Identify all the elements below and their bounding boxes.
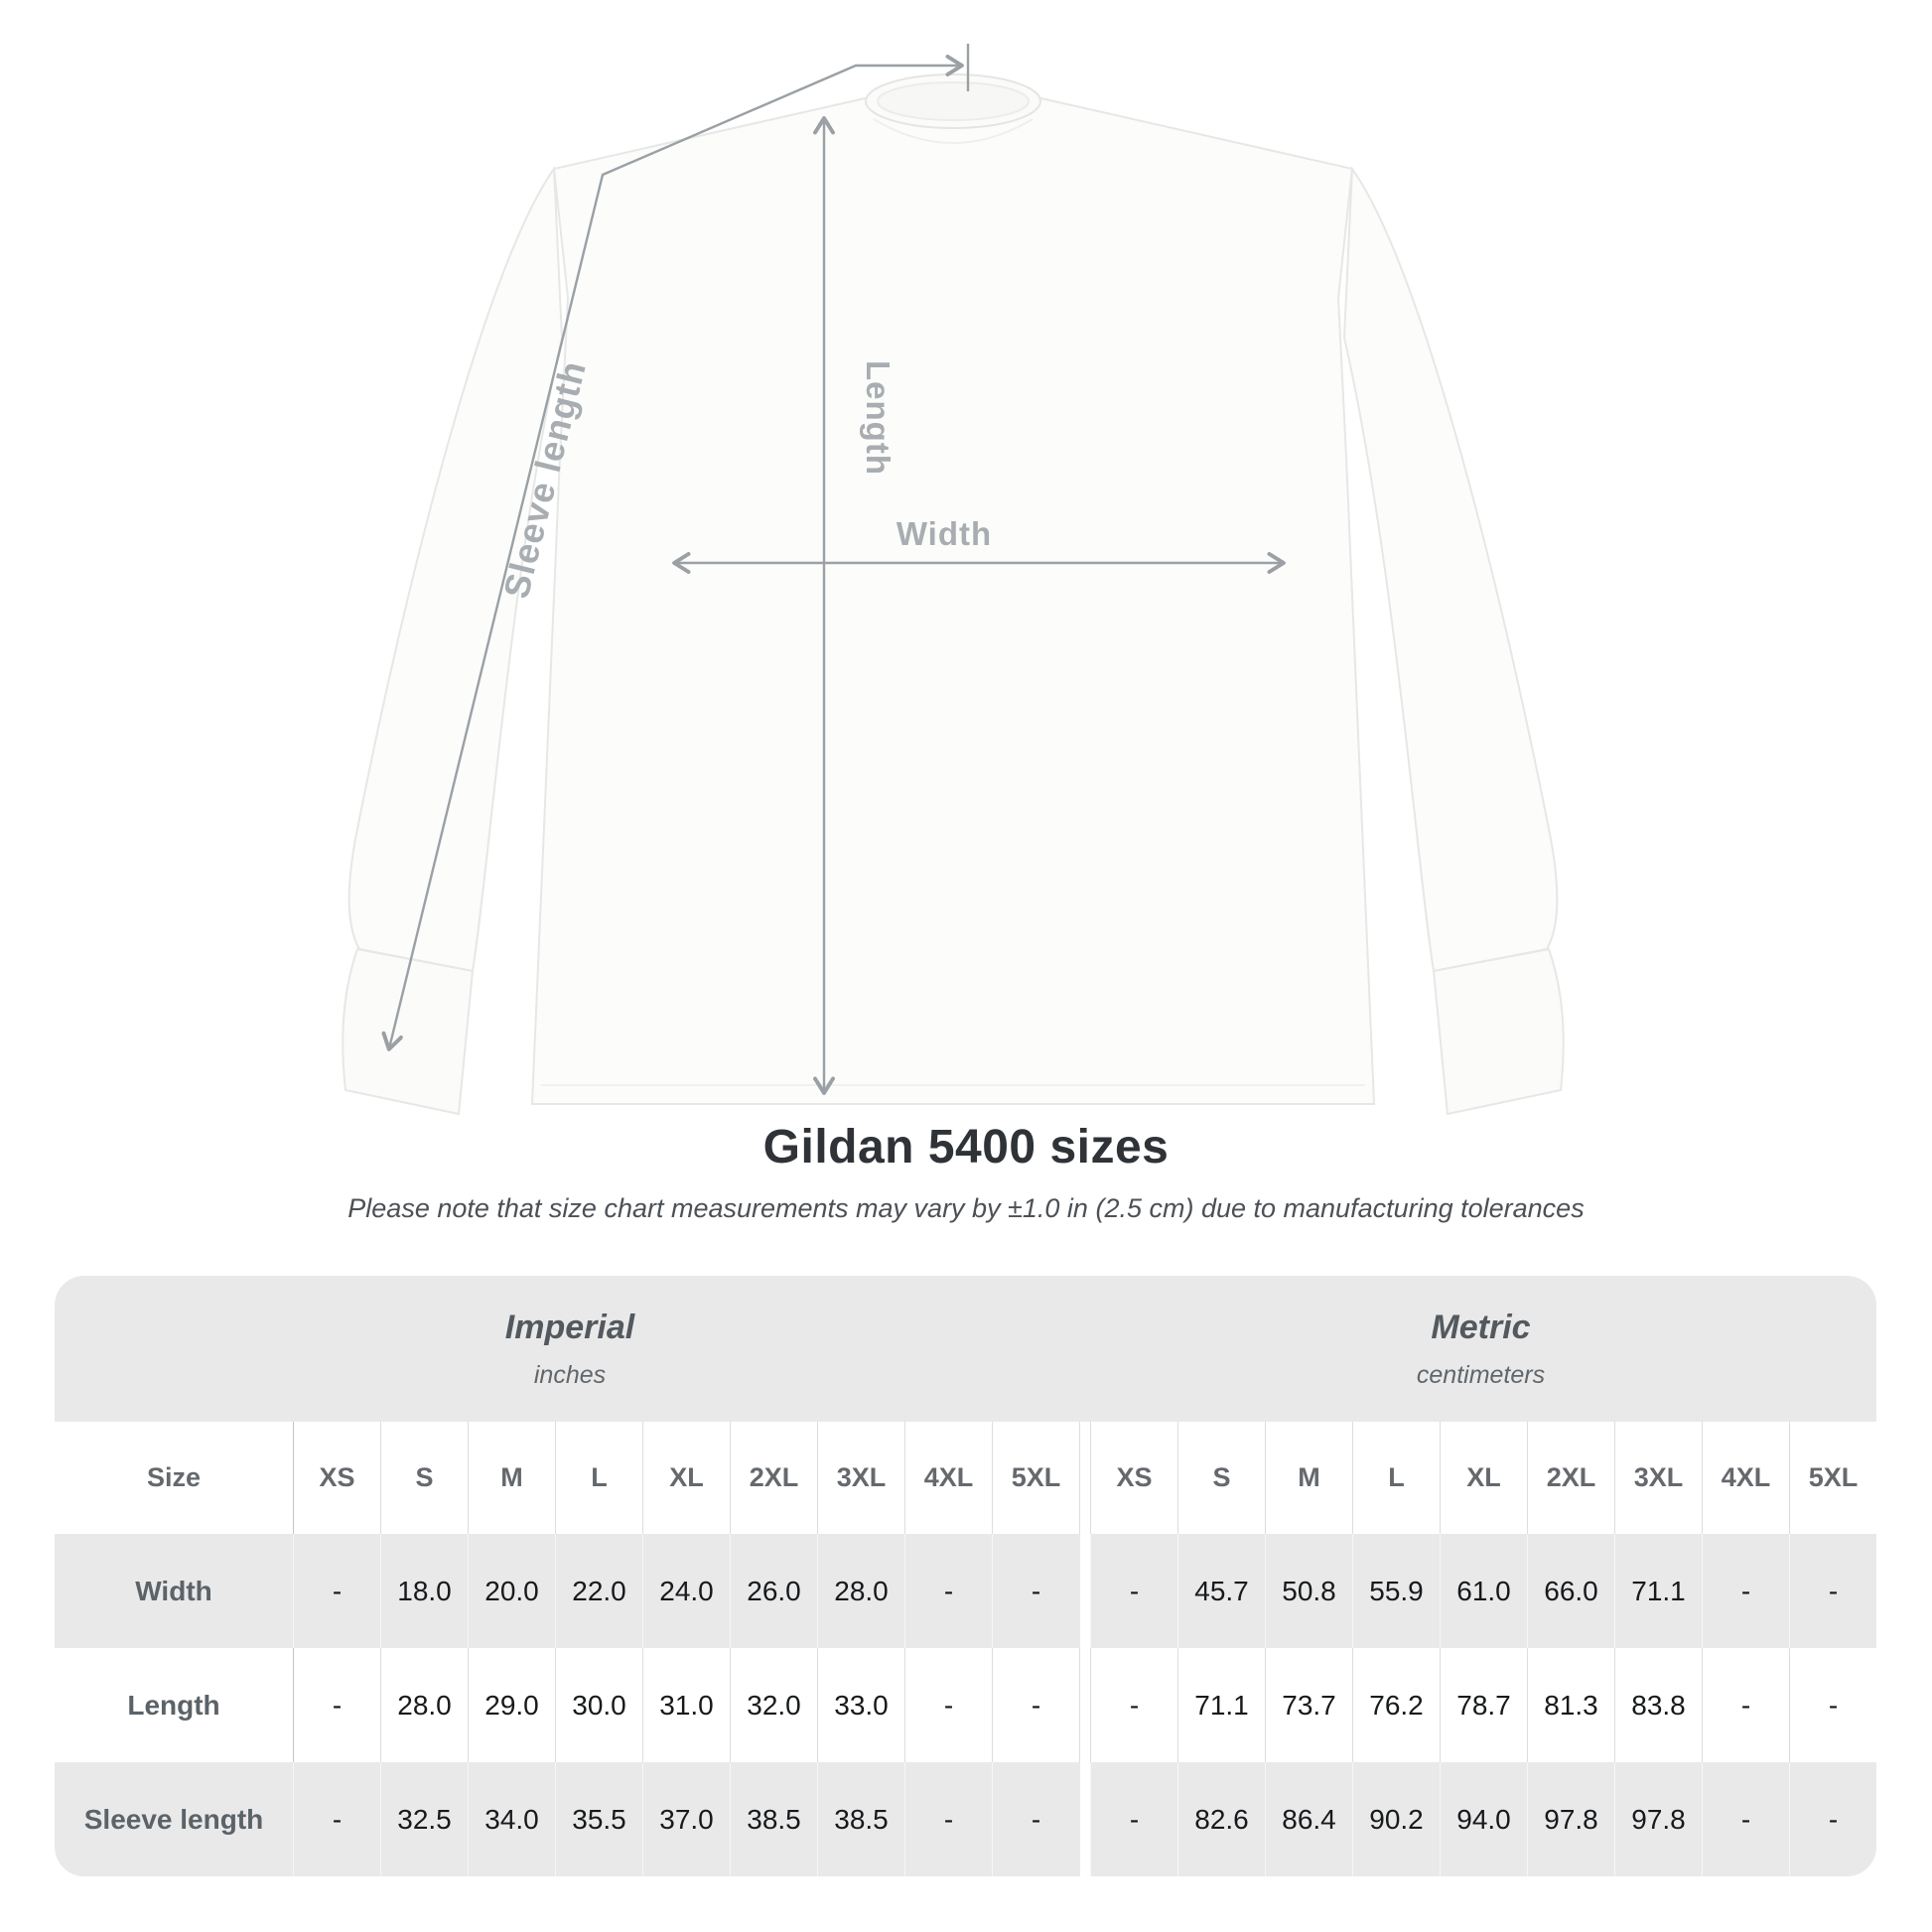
imperial-value: 30.0 <box>555 1648 642 1762</box>
metric-value: 76.2 <box>1352 1648 1440 1762</box>
imperial-value: 29.0 <box>468 1648 555 1762</box>
size-header-metric: S <box>1177 1422 1265 1534</box>
imperial-value: - <box>904 1762 992 1876</box>
size-header-imperial: S <box>380 1422 468 1534</box>
size-header-row <box>55 1422 1876 1534</box>
table-row <box>55 1762 1876 1876</box>
metric-value: - <box>1090 1534 1177 1648</box>
size-header-imperial: M <box>468 1422 555 1534</box>
metric-unit-label: centimeters <box>1416 1360 1546 1389</box>
metric-value: 71.1 <box>1177 1648 1265 1762</box>
imperial-value: 28.0 <box>817 1534 904 1648</box>
tolerance-note: Please note that size chart measurements may vary by ±1.0 in (2.5 cm) due to manufacturing tolerances <box>347 1193 1585 1223</box>
group-divider <box>1079 1422 1090 1534</box>
page-title: Gildan 5400 sizes <box>762 1121 1170 1173</box>
metric-value: 50.8 <box>1265 1534 1352 1648</box>
imperial-value: 38.5 <box>817 1762 904 1876</box>
table-row <box>55 1534 1876 1648</box>
metric-value: 78.7 <box>1440 1648 1527 1762</box>
imperial-value: 33.0 <box>817 1648 904 1762</box>
metric-value: - <box>1702 1648 1789 1762</box>
row-label: Width <box>135 1575 212 1606</box>
imperial-value: 38.5 <box>730 1762 817 1876</box>
size-header-metric: L <box>1352 1422 1440 1534</box>
width-label: Width <box>896 515 993 552</box>
imperial-value: - <box>992 1648 1079 1762</box>
imperial-value: - <box>992 1762 1079 1876</box>
imperial-value: 35.5 <box>555 1762 642 1876</box>
imperial-value: 31.0 <box>642 1648 730 1762</box>
metric-value: - <box>1090 1648 1177 1762</box>
metric-value: - <box>1789 1534 1876 1648</box>
imperial-value: - <box>904 1534 992 1648</box>
size-header-imperial: 4XL <box>904 1422 992 1534</box>
imperial-value: 32.0 <box>730 1648 817 1762</box>
size-header-metric: XL <box>1440 1422 1527 1534</box>
metric-group-header <box>1085 1276 1876 1422</box>
imperial-value: - <box>293 1762 380 1876</box>
size-header-metric: XS <box>1090 1422 1177 1534</box>
metric-label: Metric <box>1431 1308 1531 1346</box>
size-header-imperial: 3XL <box>817 1422 904 1534</box>
metric-value: 90.2 <box>1352 1762 1440 1876</box>
imperial-value: 26.0 <box>730 1534 817 1648</box>
metric-value: 45.7 <box>1177 1534 1265 1648</box>
size-header-metric: 3XL <box>1614 1422 1702 1534</box>
size-header-metric: 2XL <box>1527 1422 1614 1534</box>
metric-value: 55.9 <box>1352 1534 1440 1648</box>
imperial-value: 18.0 <box>380 1534 468 1648</box>
imperial-value: 32.5 <box>380 1762 468 1876</box>
imperial-value: 20.0 <box>468 1534 555 1648</box>
metric-value: - <box>1702 1534 1789 1648</box>
table-row <box>55 1648 1876 1762</box>
size-column-header: Size <box>146 1462 202 1492</box>
shirt-body <box>532 74 1374 1104</box>
size-chart-table <box>55 1276 1876 1876</box>
metric-value: 94.0 <box>1440 1762 1527 1876</box>
metric-value: 71.1 <box>1614 1534 1702 1648</box>
size-header-imperial: L <box>555 1422 642 1534</box>
metric-value: - <box>1789 1762 1876 1876</box>
size-header-imperial: 2XL <box>730 1422 817 1534</box>
imperial-value: - <box>992 1534 1079 1648</box>
metric-value: 97.8 <box>1614 1762 1702 1876</box>
group-divider <box>1079 1534 1090 1648</box>
size-header-metric: M <box>1265 1422 1352 1534</box>
metric-value: - <box>1702 1762 1789 1876</box>
group-divider <box>1079 1648 1090 1762</box>
metric-value: - <box>1789 1648 1876 1762</box>
imperial-unit-label: inches <box>533 1360 607 1389</box>
unit-group-band <box>55 1276 1876 1422</box>
imperial-value: - <box>293 1648 380 1762</box>
length-label: Length <box>860 360 897 476</box>
metric-value: 86.4 <box>1265 1762 1352 1876</box>
row-label: Length <box>127 1689 220 1721</box>
metric-value: 73.7 <box>1265 1648 1352 1762</box>
sleeve-length-label: Sleeve length <box>494 356 595 603</box>
imperial-label: Imperial <box>504 1308 635 1346</box>
metric-value: 97.8 <box>1527 1762 1614 1876</box>
size-header-metric: 5XL <box>1789 1422 1876 1534</box>
size-header-imperial: 5XL <box>992 1422 1079 1534</box>
size-header-imperial: XS <box>293 1422 380 1534</box>
imperial-value: 34.0 <box>468 1762 555 1876</box>
metric-value: 61.0 <box>1440 1534 1527 1648</box>
metric-value: 82.6 <box>1177 1762 1265 1876</box>
metric-value: - <box>1090 1762 1177 1876</box>
group-divider <box>1079 1762 1090 1876</box>
imperial-value: 28.0 <box>380 1648 468 1762</box>
imperial-group-header <box>55 1276 1085 1422</box>
imperial-value: - <box>293 1534 380 1648</box>
size-table-body <box>55 1534 1876 1876</box>
row-label: Sleeve length <box>83 1803 264 1835</box>
metric-value: 66.0 <box>1527 1534 1614 1648</box>
size-header-imperial: XL <box>642 1422 730 1534</box>
metric-value: 83.8 <box>1614 1648 1702 1762</box>
imperial-value: - <box>904 1648 992 1762</box>
imperial-value: 37.0 <box>642 1762 730 1876</box>
size-header-metric: 4XL <box>1702 1422 1789 1534</box>
imperial-value: 22.0 <box>555 1534 642 1648</box>
imperial-value: 24.0 <box>642 1534 730 1648</box>
metric-value: 81.3 <box>1527 1648 1614 1762</box>
